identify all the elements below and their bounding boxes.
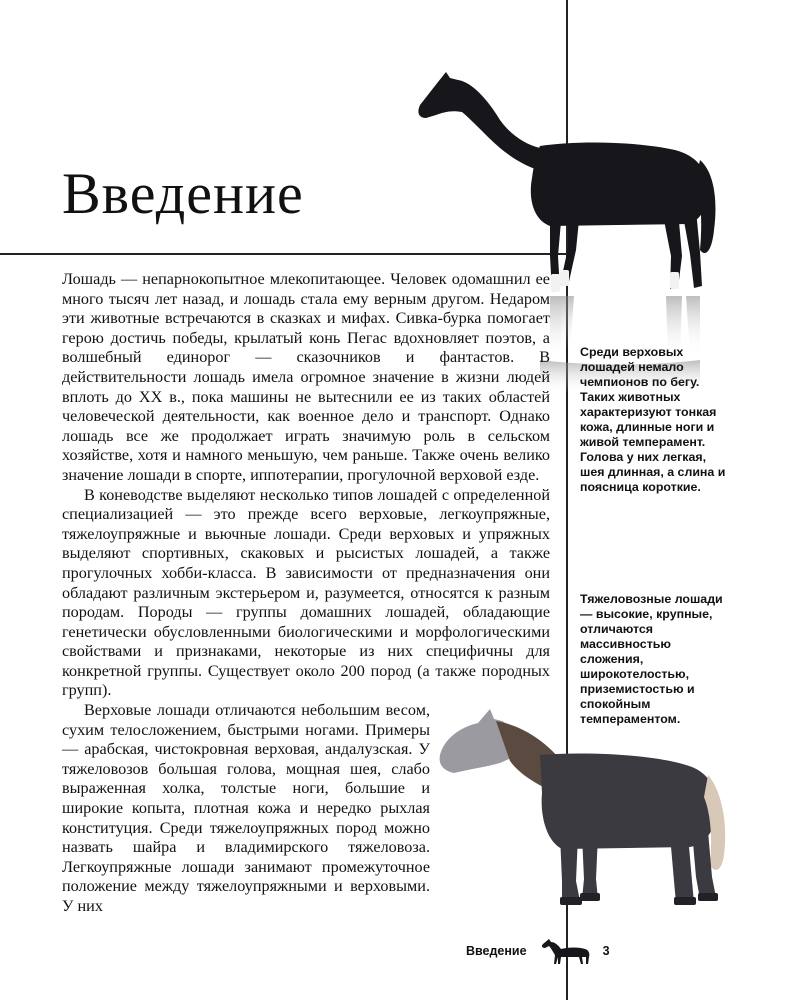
page-footer (466, 936, 610, 966)
horse-silhouette-icon (539, 936, 593, 966)
page-title: Введение (62, 161, 304, 226)
caption-riding-horses (580, 345, 730, 495)
caption-draft-text: Тяжеловозные лошади — высокие, крупные, отличаются массивностью сложения, широкотелостью, приземистостью и спокойным темпераментом. (580, 592, 723, 726)
paragraph-intro: Лошадь — непарнокопытное млекопитающее. Человек одомашнил ее много тысяч лет назад, и лошадь стала ему верным другом. Недаром эти животные встречаются в сказках и мифах. Сивка-бурка помогает герою достичь победы, крылатый конь Пегас вдохновляет поэтов, а волшебный единорог — сказочников и фантастов. В действительности лошадь имела огромное значение в жизни людей вплоть до XX в., пока машины не вытеснили ее из таких областей человеческой деятельности, как военное дело и транспорт. Однако лошадь все же продолжает играть значимую роль в сельском хозяйстве, хотя и намного меньшую, чем раньше. Также очень велико значение лошади в спорте, иппотерапии, прогулочной верховой езде. (62, 270, 550, 484)
paragraph-breeds-text: Верховые лошади отличаются небольшим весом, сухим телосложением, быстрыми ногами. Примеры — арабская, чистокровная верховая, андалузская. У тяжеловозов большая голова, мощная шея, слабо выраженная холка, толстые ноги, большие и широкие копыта, плотная кожа и нередко рыхлая конституция. Среди тяжелоупряжных пород можно назвать шайра и владимирского тяжеловоза. Легкоупряжные лошади занимают промежуточное положение между тяжелоупряжными и верховыми. У них (62, 701, 430, 915)
draft-horse-body (440, 709, 726, 903)
grey-draft-horse-illustration (430, 705, 750, 920)
horse-body (418, 72, 715, 292)
page-number: 3 (602, 944, 610, 958)
caption-riding-text: Среди верховых лошадей немало чемпионов по бегу. Таких животных характеризуют тонкая кожа, длинные ноги и живой темперамент. Голова у них легкая, шея длинная, а слина и поясница короткие. (580, 345, 726, 494)
feathered-hooves (560, 893, 718, 905)
paragraph-types: В коневодстве выделяют несколько типов лошадей с определенной специализацией — это прежде всего верховые, легкоупряжные, тяжелоупряжные и вьючные лошади. Среди верховых и упряжных выделяют спортивных, скаковых и рысистых лошадей, а также прогулочных хобби-класса. В зависимости от предназначения они обладают различным экстерьером и, разумеется, относятся к разным породам. Породы — группы домашних лошадей, обладающие генетически обусловленными биологическими и морфологическими свойствами и признаками, некоторые из них специфичны для конкретной группы. Существует около 200 пород (а также породных групп). (62, 485, 550, 700)
footer-section-title: Введение (466, 944, 527, 958)
